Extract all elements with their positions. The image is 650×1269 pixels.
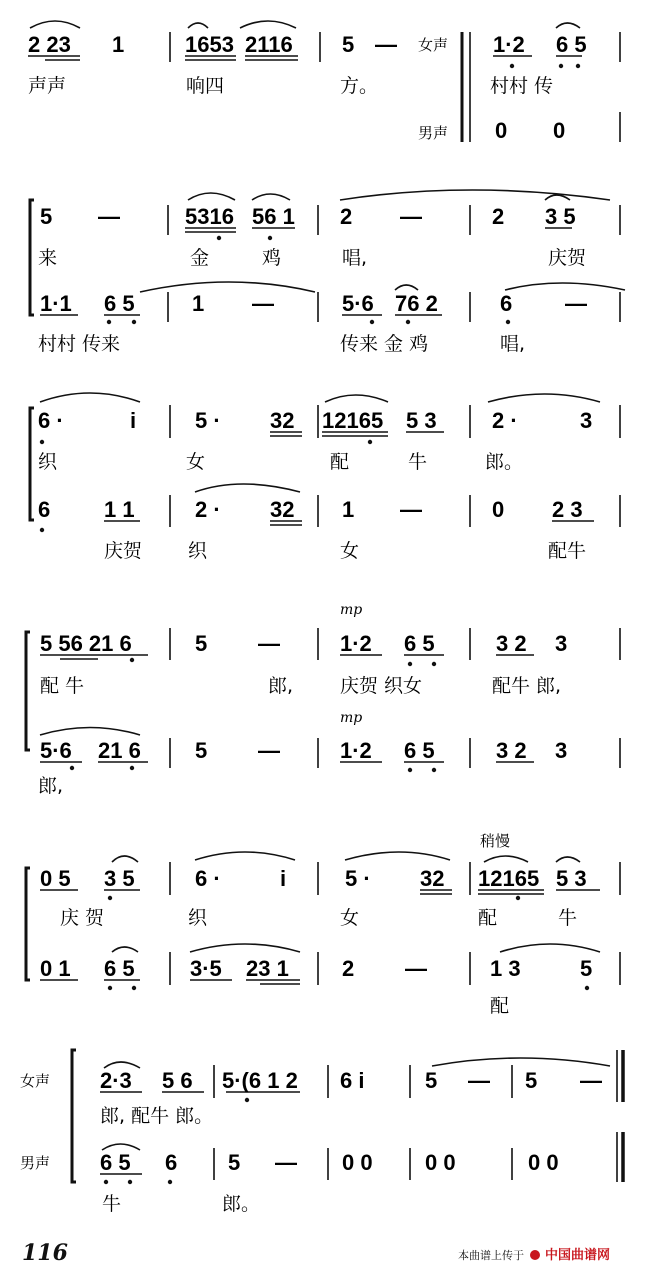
slur xyxy=(484,856,528,862)
tempo-mark-slower: 稍慢 xyxy=(480,832,511,850)
slur xyxy=(500,944,600,952)
note-group: 3 xyxy=(555,738,568,763)
lyric: 配 xyxy=(330,451,350,473)
dynamic-mark-mp: mp xyxy=(340,710,363,726)
lyric: 村村 传来 xyxy=(38,333,121,355)
note-group: 2 23 xyxy=(28,32,71,57)
octave-dot xyxy=(559,64,563,68)
tie xyxy=(395,285,418,290)
slur xyxy=(488,394,600,402)
lyric: 来 xyxy=(38,247,58,269)
system-bracket xyxy=(72,1050,76,1182)
octave-dot xyxy=(576,64,580,68)
octave-dot xyxy=(107,320,111,324)
octave-dot xyxy=(108,896,112,900)
octave-dot xyxy=(132,320,136,324)
system-4 xyxy=(38,602,567,797)
note-group: 3 2 xyxy=(496,738,527,763)
note-group: i xyxy=(280,866,287,891)
note-group: — xyxy=(375,32,397,57)
long-tie xyxy=(505,283,625,290)
note-group: 5 xyxy=(195,738,208,763)
lyric: 响四 xyxy=(186,75,225,97)
octave-dot xyxy=(432,768,436,772)
system-3 xyxy=(38,408,592,562)
lyric: 牛 xyxy=(408,451,428,473)
note-group: 5 xyxy=(342,32,355,57)
octave-dot xyxy=(406,320,410,324)
source-footer xyxy=(458,1244,610,1263)
system-5 xyxy=(40,832,592,1017)
note-group: 1 xyxy=(342,497,355,522)
note-group: 1 3 xyxy=(490,956,521,981)
uploaded-by-text: 本曲谱上传于 xyxy=(458,1249,524,1262)
note-group: 2 xyxy=(342,956,355,981)
note-group: 3 5 xyxy=(545,204,576,229)
octave-dot xyxy=(130,658,134,662)
note-group: 5 xyxy=(40,204,53,229)
slur xyxy=(40,393,140,402)
long-tie xyxy=(140,282,315,292)
note-group: 6 5 xyxy=(104,291,135,316)
lyric: 郎。 xyxy=(222,1193,261,1215)
note-group: 0 1 xyxy=(40,956,71,981)
note-group: — xyxy=(400,497,422,522)
system-bracket xyxy=(26,868,30,980)
site-logo-icon[interactable] xyxy=(530,1250,540,1260)
note-group: 5 · xyxy=(195,408,221,433)
note-group: 1 1 xyxy=(104,497,135,522)
octave-dot xyxy=(40,440,44,444)
note-group: 12165 xyxy=(478,866,540,891)
tie xyxy=(188,23,208,28)
octave-dot xyxy=(40,528,44,532)
note-group: 32 xyxy=(420,866,445,891)
lyric: 唱, xyxy=(500,333,526,355)
lyric: 织 xyxy=(38,451,58,473)
slur xyxy=(345,852,450,860)
note-group: 3 xyxy=(580,408,593,433)
lyric: 庆贺 织女 xyxy=(340,675,423,697)
note-group: 0 5 xyxy=(40,866,71,891)
system-bracket xyxy=(30,408,34,520)
note-group: 32 xyxy=(270,408,295,433)
lyric: 女 xyxy=(340,540,360,562)
octave-dot xyxy=(168,1180,172,1184)
note-group: 1653 xyxy=(185,32,234,57)
note-group: 6 5 xyxy=(100,1150,131,1175)
lyric: 郎, xyxy=(268,675,294,697)
note-group: 0 0 xyxy=(528,1150,559,1175)
lyric: 郎, xyxy=(38,775,64,797)
note-group: 2 xyxy=(492,204,505,229)
octave-dot xyxy=(408,662,412,666)
octave-dot xyxy=(516,896,520,900)
note-group: 5 56 21 6 xyxy=(40,631,132,656)
lyric: 郎, 配牛 郎。 xyxy=(100,1105,214,1127)
note-group: 3 5 xyxy=(104,866,135,891)
lyric: 传来 金 鸡 xyxy=(340,333,429,355)
tie xyxy=(545,195,570,200)
note-group: 5 xyxy=(525,1068,538,1093)
octave-dot xyxy=(217,236,221,240)
note-group: 1·2 xyxy=(340,738,372,763)
system-6 xyxy=(20,1068,602,1215)
voice-label-male: 男声 xyxy=(20,1154,51,1172)
slur xyxy=(190,944,300,952)
lyric: 金 xyxy=(190,247,210,269)
note-group: i xyxy=(130,408,137,433)
dynamic-mark-mp: mp xyxy=(340,602,363,618)
lyric: 配 xyxy=(478,907,498,929)
octave-dot xyxy=(70,766,74,770)
lyric: 配牛 郎, xyxy=(492,675,562,697)
note-group: 2 3 xyxy=(552,497,583,522)
system-bracket xyxy=(30,200,34,315)
note-group: 2 xyxy=(340,204,353,229)
note-group: 5·6 xyxy=(342,291,374,316)
note-group: 2·3 xyxy=(100,1068,132,1093)
slur xyxy=(325,395,388,402)
note-group: 6 i xyxy=(340,1068,365,1093)
note-group: 0 xyxy=(553,118,566,143)
note-group: 56 1 xyxy=(252,204,295,229)
tie xyxy=(112,856,138,862)
note-group: 5 · xyxy=(345,866,371,891)
octave-dot xyxy=(432,662,436,666)
note-group: 23 1 xyxy=(246,956,289,981)
octave-dot xyxy=(585,986,589,990)
note-group: 1 xyxy=(192,291,205,316)
system-1 xyxy=(28,32,587,143)
lyric: 织 xyxy=(188,907,208,929)
system-bracket xyxy=(26,632,30,750)
note-group: — xyxy=(275,1150,297,1175)
note-group: 0 xyxy=(492,497,505,522)
slur xyxy=(195,852,295,860)
note-group: 6 5 xyxy=(556,32,587,57)
note-group: — xyxy=(258,738,280,763)
lyric: 女 xyxy=(186,451,206,473)
note-group: 32 xyxy=(270,497,295,522)
octave-dot xyxy=(408,768,412,772)
lyric: 郎。 xyxy=(485,451,524,473)
slur xyxy=(195,484,300,492)
lyric: 鸡 xyxy=(262,247,282,269)
long-tie xyxy=(340,190,610,200)
note-group: — xyxy=(258,631,280,656)
octave-dot xyxy=(128,1180,132,1184)
note-group: 5 xyxy=(580,956,593,981)
note-group: — xyxy=(400,204,422,229)
lyric: 牛 xyxy=(102,1193,122,1215)
lyric: 配 牛 xyxy=(40,675,85,697)
note-group: 2 · xyxy=(492,408,518,433)
note-group: 1·2 xyxy=(340,631,372,656)
tie xyxy=(112,947,138,952)
octave-dot xyxy=(510,64,514,68)
lyric: 庆贺 xyxy=(104,540,143,562)
note-group: 2 · xyxy=(195,497,221,522)
slur xyxy=(240,21,296,28)
system-2 xyxy=(38,204,587,355)
note-group: 5·6 xyxy=(40,738,72,763)
long-tie xyxy=(432,1058,610,1066)
tie xyxy=(556,857,580,862)
note-group: 3·5 xyxy=(190,956,222,981)
note-group: 1 xyxy=(112,32,125,57)
lyric: 村村 传 xyxy=(490,75,554,97)
note-group: 21 6 xyxy=(98,738,141,763)
voice-label-female: 女声 xyxy=(418,36,449,54)
lyric: 方。 xyxy=(340,75,379,97)
octave-dot xyxy=(245,1098,249,1102)
slur xyxy=(188,193,235,200)
lyric: 唱, xyxy=(342,247,368,269)
lyric: 配 xyxy=(490,995,510,1017)
lyric: 庆贺 xyxy=(548,247,587,269)
slur xyxy=(30,21,80,28)
note-group: 2116 xyxy=(245,32,293,57)
octave-dot xyxy=(268,236,272,240)
octave-dot xyxy=(104,1180,108,1184)
note-group: — xyxy=(405,956,427,981)
note-group: 6 · xyxy=(195,866,221,891)
lyric: 声声 xyxy=(28,75,67,97)
octave-dot xyxy=(130,766,134,770)
note-group: 76 2 xyxy=(395,291,438,316)
lyric: 织 xyxy=(188,540,208,562)
note-group: 6 · xyxy=(38,408,64,433)
note-group: 0 0 xyxy=(425,1150,456,1175)
note-group: 0 0 xyxy=(342,1150,373,1175)
note-group: 3 2 xyxy=(496,631,527,656)
octave-dot xyxy=(108,986,112,990)
note-group: 5·(6 1 2 xyxy=(222,1068,298,1093)
note-group: 5 xyxy=(195,631,208,656)
note-group: 1·1 xyxy=(40,291,72,316)
note-group: 5 3 xyxy=(406,408,437,433)
note-group: — xyxy=(252,291,274,316)
slur xyxy=(40,728,140,736)
note-group: — xyxy=(98,204,120,229)
note-group: — xyxy=(565,291,587,316)
note-group: 12165 xyxy=(322,408,384,433)
note-group: — xyxy=(580,1068,602,1093)
note-group: 6 5 xyxy=(104,956,135,981)
lyric: 庆 贺 xyxy=(60,907,105,929)
note-group: 6 5 xyxy=(404,631,435,656)
note-group: 6 5 xyxy=(404,738,435,763)
page-number: 116 xyxy=(22,1240,68,1266)
octave-dot xyxy=(132,986,136,990)
note-group: 0 xyxy=(495,118,508,143)
note-group: 6 xyxy=(165,1150,178,1175)
note-group: 3 xyxy=(555,631,568,656)
octave-dot xyxy=(370,320,374,324)
note-group: 5 xyxy=(228,1150,241,1175)
voice-label-male: 男声 xyxy=(418,124,449,142)
voice-label-female: 女声 xyxy=(20,1072,51,1090)
slur xyxy=(252,194,290,200)
site-name-link[interactable]: 中国曲谱网 xyxy=(545,1248,611,1263)
octave-dot xyxy=(506,320,510,324)
tie xyxy=(556,23,580,28)
note-group: 6 xyxy=(500,291,513,316)
note-group: 5 3 xyxy=(556,866,587,891)
note-group: — xyxy=(468,1068,490,1093)
note-group: 6 xyxy=(38,497,51,522)
octave-dot xyxy=(368,440,372,444)
note-group: 5316 xyxy=(185,204,234,229)
lyric: 女 xyxy=(340,907,360,929)
lyric: 牛 xyxy=(558,907,578,929)
note-group: 1·2 xyxy=(493,32,525,57)
note-group: 5 xyxy=(425,1068,438,1093)
note-group: 5 6 xyxy=(162,1068,193,1093)
lyric: 配牛 xyxy=(548,540,587,562)
